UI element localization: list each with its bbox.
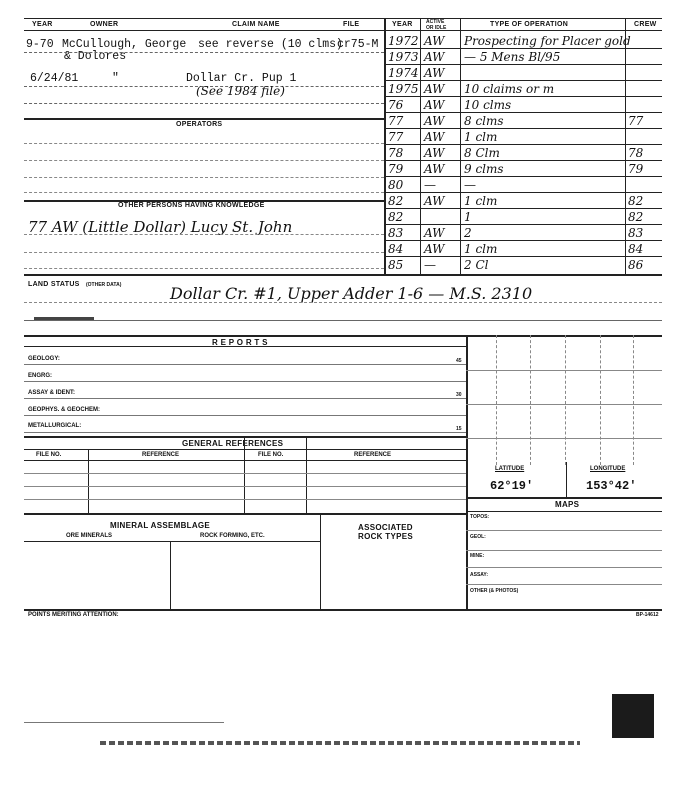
log-year: 85: [388, 258, 404, 272]
log-rule-10: [384, 192, 662, 193]
gr-col-3: [306, 436, 307, 513]
reports-title: R E P O R T S: [212, 338, 268, 347]
geophys-line: [24, 415, 466, 416]
gr-col-1: [88, 449, 89, 513]
log-active: AW: [424, 162, 445, 176]
maps-line-4: [466, 584, 662, 585]
rock-forming: ROCK FORMING, ETC.: [200, 533, 265, 539]
metallurgical-label: METALLURGICAL:: [28, 423, 82, 429]
log-rule-9: [384, 176, 662, 177]
operators-line-4: [24, 192, 384, 193]
operators-line-2: [24, 160, 384, 161]
log-operation: 2 Cl: [464, 258, 489, 272]
mark-30: 30: [456, 392, 462, 398]
log-crew: 83: [628, 226, 644, 240]
header-crew: CREW: [634, 21, 657, 28]
maps-line-1: [466, 530, 662, 531]
entry-file-1: cr75-M: [337, 38, 379, 51]
gr-col-2: [244, 436, 245, 513]
log-year: 82: [388, 210, 404, 224]
log-year: 78: [388, 146, 404, 160]
mineral-col-2: [320, 513, 321, 609]
gr-file-no-2: FILE NO.: [258, 452, 284, 458]
mineral-title: MINERAL ASSEMBLAGE: [110, 521, 211, 530]
gr-file-no: FILE NO.: [36, 452, 62, 458]
log-operation: — 5 Mens Bl/95: [464, 50, 561, 64]
gr-line-2: [24, 486, 466, 487]
ore-minerals: ORE MINERALS: [66, 533, 113, 539]
log-active: AW: [424, 146, 445, 160]
log-operation: 1: [464, 210, 472, 224]
divider-crew-left: [625, 18, 626, 274]
land-status-label: LAND STATUS: [28, 281, 80, 288]
footer-rule: [24, 609, 662, 611]
maps-title: MAPS: [555, 500, 580, 509]
associated: ASSOCIATED: [358, 523, 413, 532]
log-active: AW: [424, 34, 445, 48]
scan-line: [24, 722, 224, 723]
top-border: [24, 18, 662, 19]
log-year: 82: [388, 194, 404, 208]
log-crew: 82: [628, 194, 644, 208]
latitude-label: LATITUDE: [495, 466, 525, 472]
maps-other: OTHER (& PHOTOS): [470, 588, 519, 594]
longitude-value: 153°42': [586, 479, 637, 493]
maps-line-2: [466, 550, 662, 551]
log-crew: 86: [628, 258, 644, 272]
log-rule-4: [384, 96, 662, 97]
mineral-col-1: [170, 541, 171, 609]
points-meriting-attention: POINTS MERITING ATTENTION:: [28, 612, 119, 618]
geophys-label: GEOPHYS. & GEOCHEM:: [28, 407, 101, 413]
loc-col-a: [496, 335, 497, 465]
assay-line: [24, 398, 466, 399]
entry-year-1: 9-70: [26, 38, 54, 51]
assay-label: ASSAY & IDENT:: [28, 390, 76, 396]
log-crew: 78: [628, 146, 644, 160]
log-rule-3: [384, 80, 662, 81]
geology-line: [24, 364, 466, 365]
entry-claim-1: see reverse (10 clms): [198, 38, 343, 51]
reports-rule-2: [24, 346, 466, 347]
log-active: AW: [424, 242, 445, 256]
log-rule-12: [384, 224, 662, 225]
lat-long-divider: [566, 462, 567, 498]
operators-label: OPERATORS: [176, 121, 223, 128]
land-status-rule-top: [24, 274, 662, 276]
scan-blob: [612, 694, 654, 738]
entry-claim-2: Dollar Cr. Pup 1: [186, 72, 297, 85]
metallurgical-line: [24, 432, 466, 433]
log-year: 84: [388, 242, 404, 256]
maps-assay: ASSAY:: [470, 572, 489, 578]
log-year: 79: [388, 162, 404, 176]
general-refs-rule-2: [24, 449, 466, 450]
knowledge-line-3: [24, 268, 384, 269]
maps-rule-top: [466, 497, 662, 499]
log-crew: 79: [628, 162, 644, 176]
knowledge-label: OTHER PERSONS HAVING KNOWLEDGE: [118, 202, 265, 209]
log-active: AW: [424, 130, 445, 144]
loc-col-b: [530, 335, 531, 465]
engrg-label: ENGRG:: [28, 373, 52, 379]
log-year: 83: [388, 226, 404, 240]
log-active: —: [424, 258, 436, 272]
gr-reference-2: REFERENCE: [354, 452, 392, 458]
scan-streak: [100, 741, 580, 745]
gr-line-1: [24, 473, 466, 474]
log-rule-8: [384, 160, 662, 161]
land-status-sublabel: (OTHER DATA): [86, 282, 122, 288]
loc-col-d: [600, 335, 601, 465]
divider-year-right: [420, 18, 421, 274]
gr-line-3: [24, 499, 466, 500]
header-year: YEAR: [32, 21, 53, 28]
entry-year-2: 6/24/81: [30, 72, 79, 85]
mineral-rule-2: [24, 541, 320, 542]
log-rule-13: [384, 240, 662, 241]
reports-rule-top: [24, 335, 662, 337]
maps-topos: TOPOS:: [470, 514, 490, 520]
log-active: AW: [424, 66, 445, 80]
log-year: 80: [388, 178, 404, 192]
operators-line-1: [24, 143, 384, 144]
general-refs-title: GENERAL REFERENCES: [182, 439, 284, 448]
log-active: AW: [424, 82, 445, 96]
log-operation: 1 clm: [464, 194, 498, 208]
entry-owner-1: McCullough, George: [62, 38, 187, 51]
log-rule-1: [384, 48, 662, 49]
longitude-label: LONGITUDE: [590, 466, 626, 472]
header-type-of-operation: TYPE OF OPERATION: [490, 21, 569, 28]
log-year: 1974: [388, 66, 419, 80]
log-operation: 8 clms: [464, 114, 504, 128]
knowledge-line-2: [24, 252, 384, 253]
log-active: AW: [424, 226, 445, 240]
mineral-rule-top: [24, 513, 466, 515]
entry-owner-1b: & Dolores: [64, 50, 127, 63]
maps-mine: MINE:: [470, 553, 485, 559]
log-crew: 84: [628, 242, 644, 256]
header-year2: YEAR: [392, 21, 413, 28]
divider-active-right: [460, 18, 461, 274]
loc-col-c: [565, 335, 566, 465]
gr-rule-3: [24, 460, 466, 461]
log-operation: 8 Clm: [464, 146, 500, 160]
log-operation: —: [464, 178, 476, 192]
log-year: 77: [388, 130, 404, 144]
log-operation: 9 clms: [464, 162, 504, 176]
operators-line-3: [24, 177, 384, 178]
land-status-line: [24, 302, 662, 303]
log-operation: 10 clms: [464, 98, 512, 112]
header-file: FILE: [343, 21, 360, 28]
form-number: BP-14612: [636, 612, 659, 618]
log-operation: Prospecting for Placer gold: [464, 34, 631, 48]
log-year: 76: [388, 98, 404, 112]
log-active: AW: [424, 50, 445, 64]
divider-file-left: [384, 18, 386, 274]
knowledge-line-1: [24, 234, 384, 235]
log-operation: 1 clm: [464, 242, 498, 256]
log-operation: 1 clm: [464, 130, 498, 144]
maps-geol: GEOL:: [470, 534, 486, 540]
log-active: AW: [424, 98, 445, 112]
log-operation: 10 claims or m: [464, 82, 555, 96]
geology-label: GEOLOGY:: [28, 356, 60, 362]
engrg-line: [24, 381, 466, 382]
latitude-value: 62°19': [490, 479, 534, 493]
log-rule-2: [384, 64, 662, 65]
log-active: —: [424, 178, 436, 192]
gr-reference: REFERENCE: [142, 452, 180, 458]
land-status-line-2: [24, 320, 662, 321]
entry-rule-3: [24, 103, 384, 104]
header-claim-name: CLAIM NAME: [232, 21, 280, 28]
log-year: 1972: [388, 34, 419, 48]
loc-col-e: [633, 335, 634, 465]
knowledge-value: 77 AW (Little Dollar) Lucy St. John: [28, 218, 293, 236]
header-bottom-rule: [24, 30, 662, 31]
log-rule-11: [384, 208, 662, 209]
maps-line-3: [466, 567, 662, 568]
header-active: ACTIVE: [426, 19, 445, 25]
rock-types: ROCK TYPES: [358, 532, 414, 541]
log-year: 1973: [388, 50, 419, 64]
log-year: 1975: [388, 82, 419, 96]
entry-note-2: (See 1984 file): [196, 84, 285, 98]
log-operation: 2: [464, 226, 472, 240]
log-rule-7: [384, 144, 662, 145]
log-active: AW: [424, 114, 445, 128]
general-refs-rule-top: [24, 436, 466, 438]
log-rule-6: [384, 128, 662, 129]
operators-rule-top: [24, 118, 384, 120]
log-active: AW: [424, 194, 445, 208]
header-or-idle: OR IDLE: [426, 25, 447, 31]
land-status-value: Dollar Cr. #1, Upper Adder 1-6 — M.S. 2310: [170, 284, 533, 303]
mark-15: 15: [456, 426, 462, 432]
header-owner: OWNER: [90, 21, 119, 28]
entry-owner-2: ": [112, 72, 119, 85]
log-year: 77: [388, 114, 404, 128]
maps-rule-2: [466, 511, 662, 512]
mark-45: 45: [456, 358, 462, 364]
log-rule-5: [384, 112, 662, 113]
log-crew: 82: [628, 210, 644, 224]
log-rule-14: [384, 256, 662, 257]
entry-rule-1: [24, 52, 384, 53]
log-crew: 77: [628, 114, 644, 128]
